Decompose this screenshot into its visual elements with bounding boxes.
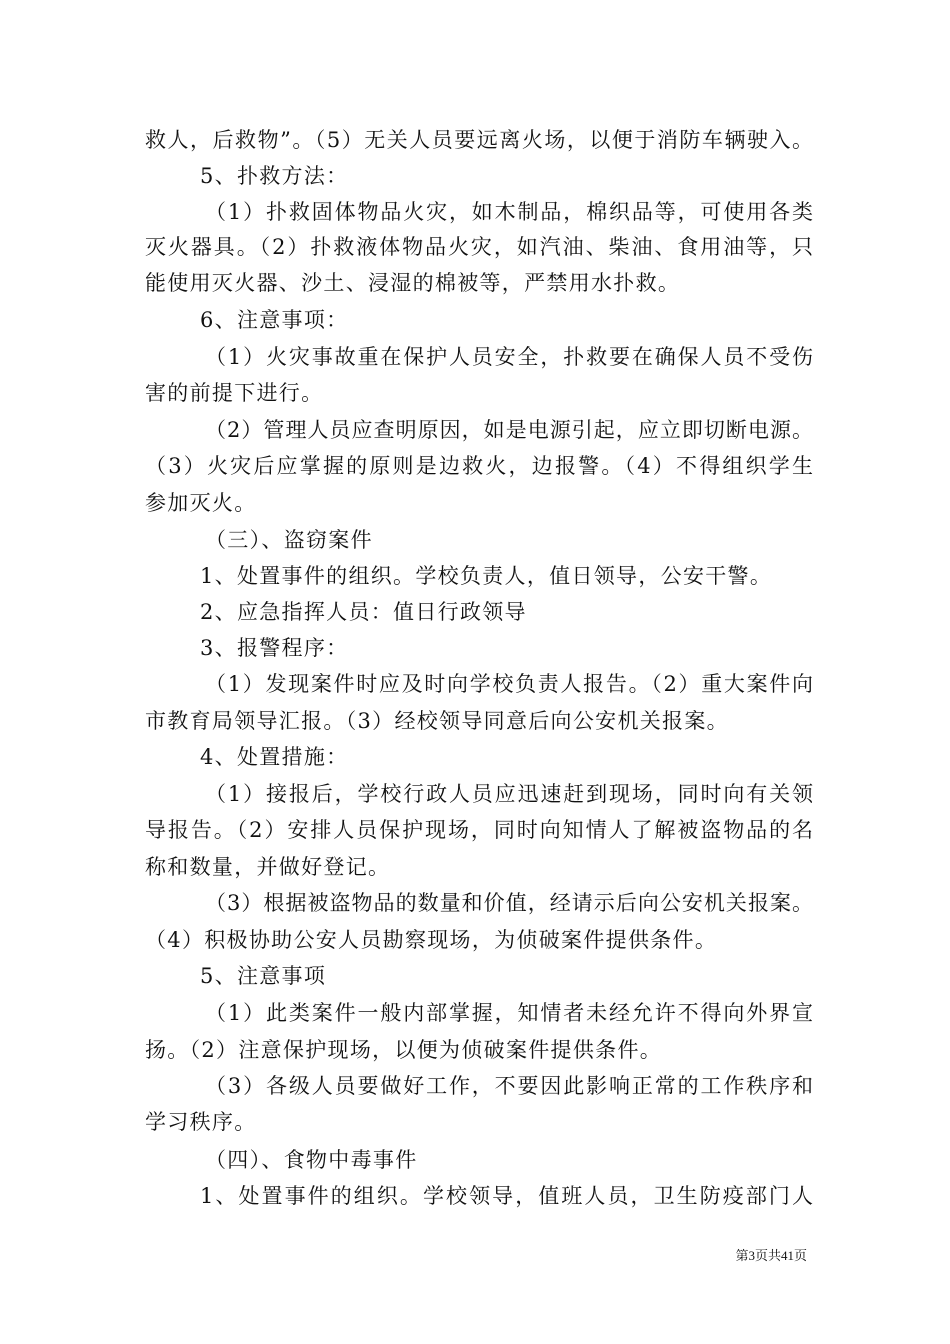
text-line: （3）根据被盗物品的数量和价值，经请示后向公安机关报案。: [205, 891, 813, 915]
text-line: （3）火灾后应掌握的原则是边救火，边报警。（4）不得组织学生: [145, 454, 813, 478]
text-line: 灭火器具。（2）扑救液体物品火灾，如汽油、柴油、食用油等，只: [145, 235, 813, 259]
text-line: 市教育局领导汇报。（3）经校领导同意后向公安机关报案。: [145, 709, 729, 733]
text-line: 6、注意事项：: [200, 308, 349, 332]
text-line: （1）此类案件一般内部掌握，知情者未经允许不得向外界宣: [205, 1001, 813, 1025]
text-line: 导报告。（2）安排人员保护现场，同时向知情人了解被盗物品的名: [145, 818, 813, 842]
text-line: 1、处置事件的组织。学校负责人，值日领导，公安干警。: [200, 564, 773, 588]
text-line: （2）管理人员应查明原因，如是电源引起，应立即切断电源。: [205, 418, 813, 442]
text-line: 参加灭火。: [145, 491, 257, 515]
text-line: 学习秩序。: [145, 1110, 257, 1134]
page-number-footer: 第3页共41页: [735, 1248, 807, 1263]
text-line: 能使用灭火器、沙土、浸湿的棉被等，严禁用水扑救。: [145, 271, 681, 295]
text-line: （3）各级人员要做好工作，不要因此影响正常的工作秩序和: [205, 1074, 813, 1098]
text-line: 1、处置事件的组织。学校领导，值班人员，卫生防疫部门人: [200, 1184, 813, 1208]
text-line: （1）发现案件时应及时向学校负责人报告。（2）重大案件向: [205, 672, 813, 696]
text-line: （1）火灾事故重在保护人员安全，扑救要在确保人员不受伤: [205, 345, 813, 369]
text-line: （三）、盗窃案件: [205, 528, 373, 552]
text-line: （四）、食物中毒事件: [205, 1148, 418, 1172]
text-line: （1）扑救固体物品火灾，如木制品，棉织品等，可使用各类: [205, 200, 813, 224]
text-line: 2、应急指挥人员：值日行政领导: [200, 600, 527, 624]
text-line: （1）接报后，学校行政人员应迅速赶到现场，同时向有关领: [205, 782, 813, 806]
text-line: 5、扑救方法：: [200, 164, 349, 188]
text-line: 扬。（2）注意保护现场，以便为侦破案件提供条件。: [145, 1038, 663, 1062]
text-line: （4）积极协助公安人员勘察现场，为侦破案件提供条件。: [145, 928, 718, 952]
text-line: 害的前提下进行。: [145, 381, 324, 405]
text-line: 称和数量，并做好登记。: [145, 855, 391, 879]
text-line: 4、处置措施：: [200, 745, 349, 769]
text-line: 5、注意事项: [200, 964, 327, 988]
text-line: 救人，后救物”。（5）无关人员要远离火场，以便于消防车辆驶入。: [145, 128, 813, 152]
text-line: 3、报警程序：: [200, 636, 349, 660]
